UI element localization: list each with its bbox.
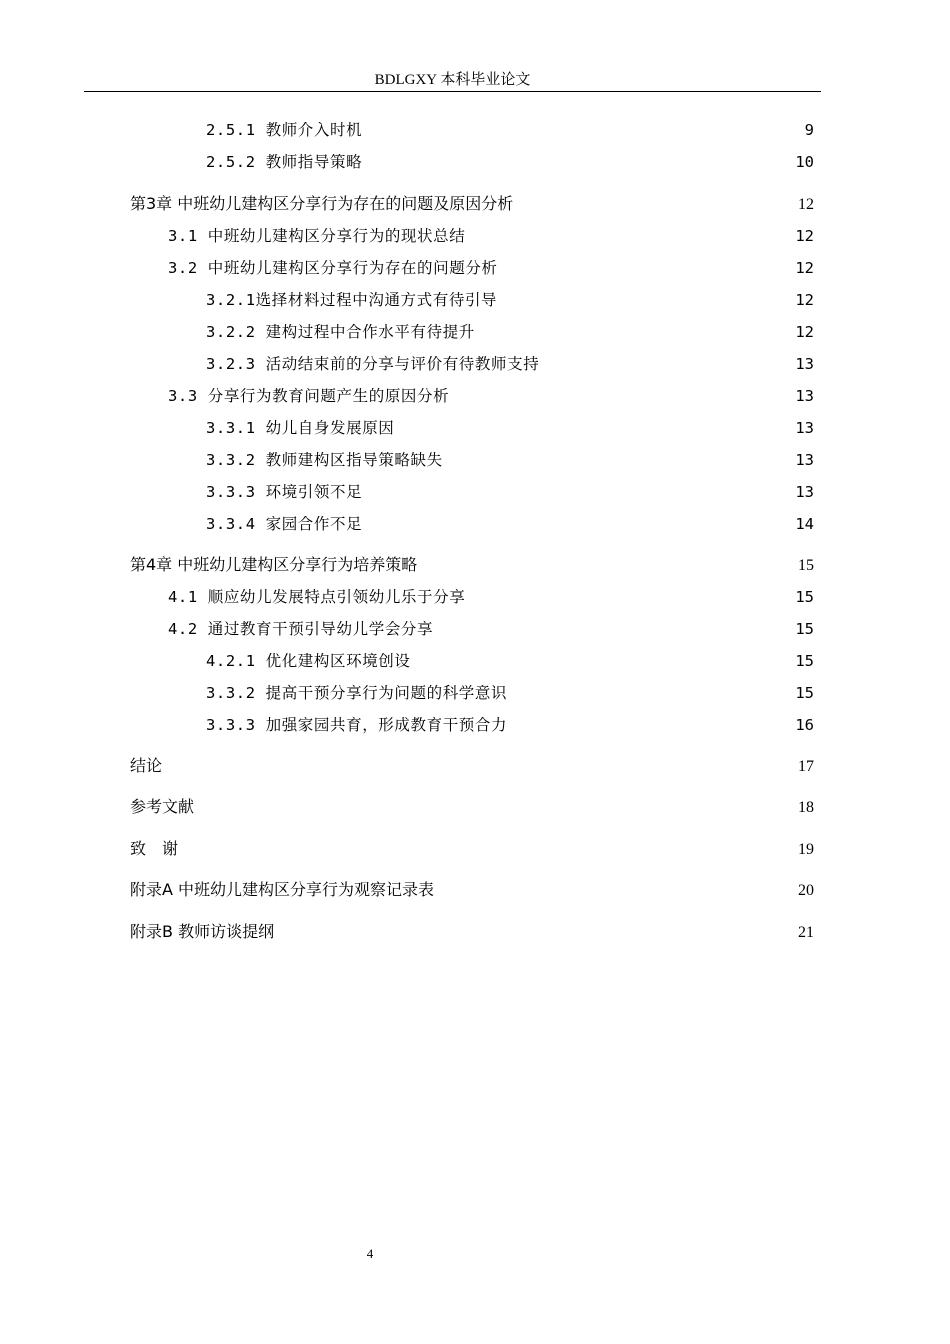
toc-entry-page: 15 bbox=[798, 557, 814, 574]
toc-entry[interactable] bbox=[206, 320, 814, 344]
toc-entry-page: 17 bbox=[798, 758, 814, 775]
toc-entry-title: 3.2.3 活动结束前的分享与评价有待教师支持 bbox=[206, 355, 540, 373]
toc-entry-page: 20 bbox=[798, 882, 814, 899]
toc-entry-title: 3.2 中班幼儿建构区分享行为存在的问题分析 bbox=[168, 259, 498, 277]
toc-entry-page: 15 bbox=[795, 652, 814, 670]
toc-entry[interactable] bbox=[206, 448, 814, 472]
toc-entry[interactable] bbox=[168, 585, 814, 609]
toc-chapter-entry[interactable] bbox=[130, 795, 814, 819]
toc-entry[interactable] bbox=[206, 416, 814, 440]
toc-entry-page: 19 bbox=[798, 841, 814, 858]
toc-entry-page: 12 bbox=[795, 323, 814, 341]
toc-entry-page: 13 bbox=[795, 419, 814, 437]
toc-entry-title: 参考文献 bbox=[130, 797, 195, 816]
toc-entry-title: 3.3.2 提高干预分享行为问题的科学意识 bbox=[206, 684, 508, 702]
toc-entry-title: 2.5.2 教师指导策略 bbox=[206, 153, 363, 171]
toc-entry-title: 致 谢 bbox=[130, 839, 179, 858]
toc-chapter-entry[interactable] bbox=[130, 192, 814, 216]
toc-entry-title: 4.2 通过教育干预引导幼儿学会分享 bbox=[168, 620, 434, 638]
toc-entry-title: 3.3.2 教师建构区指导策略缺失 bbox=[206, 451, 443, 469]
toc-entry[interactable] bbox=[206, 713, 814, 737]
toc-entry-page: 13 bbox=[795, 483, 814, 501]
toc-entry-page: 15 bbox=[795, 684, 814, 702]
toc-entry-title: 第3章 中班幼儿建构区分享行为存在的问题及原因分析 bbox=[130, 194, 514, 213]
toc-entry-page: 12 bbox=[795, 259, 814, 277]
toc-entry-page: 10 bbox=[795, 153, 814, 171]
header-divider bbox=[84, 91, 821, 92]
toc-entry-page: 13 bbox=[795, 355, 814, 373]
toc-entry-page: 16 bbox=[795, 716, 814, 734]
toc-entry-page: 13 bbox=[795, 387, 814, 405]
toc-entry[interactable] bbox=[168, 617, 814, 641]
toc-entry-title: 3.3.3 环境引领不足 bbox=[206, 483, 363, 501]
toc-entry-page: 12 bbox=[795, 227, 814, 245]
toc-entry-title: 3.3.1 幼儿自身发展原因 bbox=[206, 419, 395, 437]
toc-entry[interactable] bbox=[168, 256, 814, 280]
toc-entry-title: 3.3.4 家园合作不足 bbox=[206, 515, 363, 533]
toc-chapter-entry[interactable] bbox=[130, 553, 814, 577]
toc-entry-title: 3.3 分享行为教育问题产生的原因分析 bbox=[168, 387, 450, 405]
toc-entry-title: 4.2.1 优化建构区环境创设 bbox=[206, 652, 411, 670]
toc-entry-title: 第4章 中班幼儿建构区分享行为培养策略 bbox=[130, 555, 418, 574]
toc-entry-title: 附录A 中班幼儿建构区分享行为观察记录表 bbox=[130, 880, 435, 899]
toc-entry[interactable] bbox=[206, 512, 814, 536]
toc-entry[interactable] bbox=[206, 288, 814, 312]
toc-entry-page: 18 bbox=[798, 799, 814, 816]
toc-entry-page: 12 bbox=[798, 196, 814, 213]
toc-entry-title: 3.1 中班幼儿建构区分享行为的现状总结 bbox=[168, 227, 466, 245]
toc-entry[interactable] bbox=[206, 352, 814, 376]
toc-entry-title: 3.3.3 加强家园共育，形成教育干预合力 bbox=[206, 716, 508, 734]
toc-entry[interactable] bbox=[206, 150, 814, 174]
toc-entry[interactable] bbox=[168, 224, 814, 248]
toc-entry-title: 4.1 顺应幼儿发展特点引领幼儿乐于分享 bbox=[168, 588, 466, 606]
toc-entry-page: 14 bbox=[795, 515, 814, 533]
toc-entry[interactable] bbox=[206, 649, 814, 673]
toc-entry-title: 2.5.1 教师介入时机 bbox=[206, 121, 363, 139]
toc-entry-title: 结论 bbox=[130, 756, 163, 775]
toc-entry-page: 21 bbox=[798, 924, 814, 941]
toc-entry[interactable] bbox=[168, 384, 814, 408]
toc-entry-title: 3.2.1选择材料过程中沟通方式有待引导 bbox=[206, 291, 498, 309]
toc-chapter-entry[interactable] bbox=[130, 837, 814, 861]
toc-entry-page: 9 bbox=[804, 121, 814, 139]
toc-chapter-entry[interactable] bbox=[130, 754, 814, 778]
toc-entry[interactable] bbox=[206, 118, 814, 142]
toc-chapter-entry[interactable] bbox=[130, 878, 814, 902]
toc-entry[interactable] bbox=[206, 480, 814, 504]
toc-entry-title: 3.2.2 建构过程中合作水平有待提升 bbox=[206, 323, 475, 341]
toc-entry-page: 12 bbox=[795, 291, 814, 309]
page-header: BDLGXY 本科毕业论文 bbox=[374, 72, 531, 88]
page-number: 4 bbox=[366, 1246, 374, 1261]
toc-entry-page: 13 bbox=[795, 451, 814, 469]
toc-entry-page: 15 bbox=[795, 620, 814, 638]
toc-entry-title: 附录B 教师访谈提纲 bbox=[130, 922, 275, 941]
toc-entry[interactable] bbox=[206, 681, 814, 705]
toc-entry-page: 15 bbox=[795, 588, 814, 606]
toc-chapter-entry[interactable] bbox=[130, 920, 814, 944]
